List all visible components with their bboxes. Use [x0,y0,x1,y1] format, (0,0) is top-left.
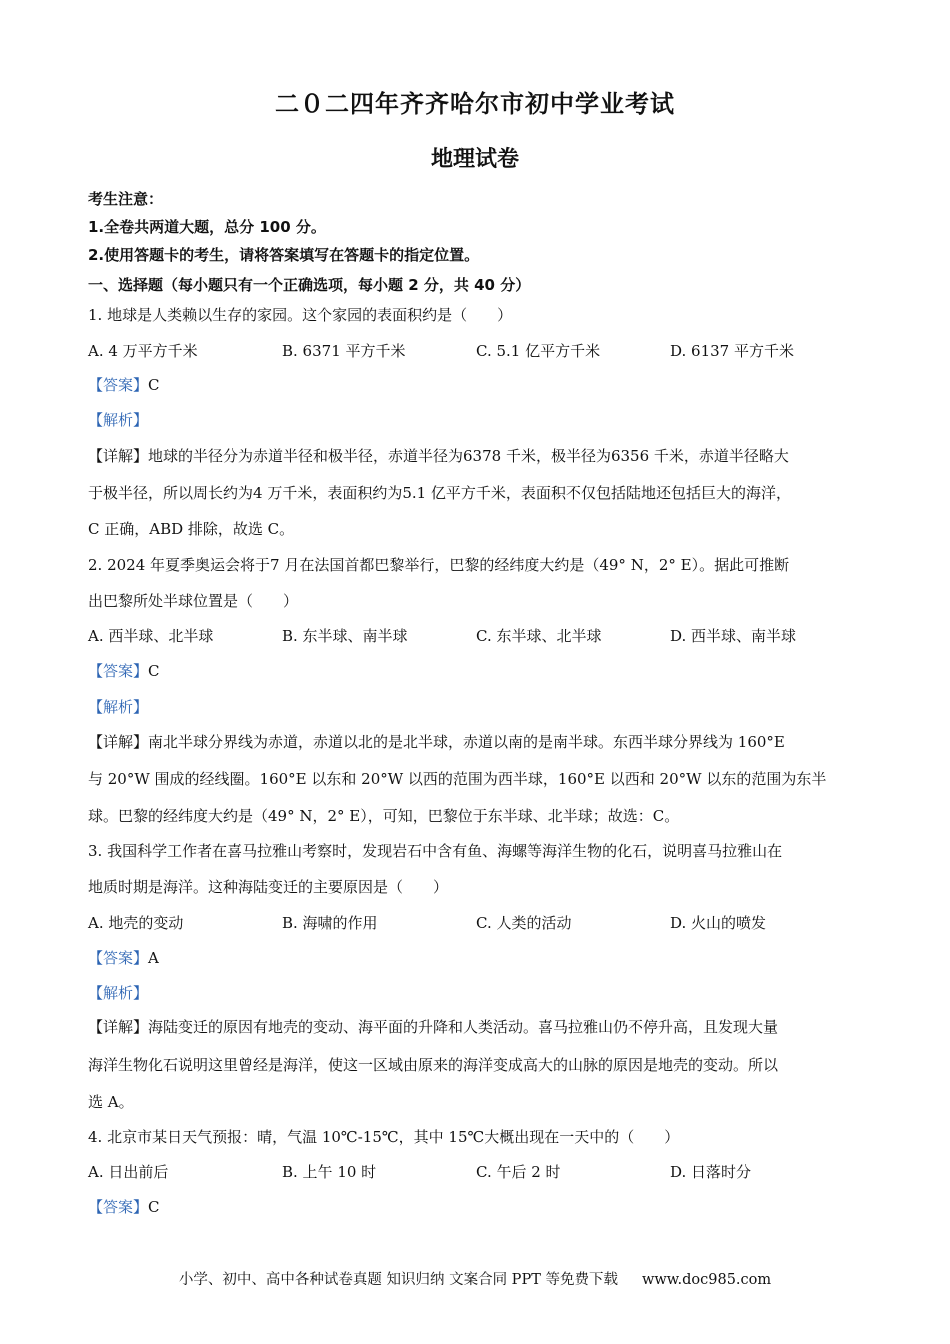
question-4-option-c: C. 午后 2 时 [476,1163,561,1181]
question-4-option-a: A. 日出前后 [88,1163,169,1181]
question-2-answer [88,660,868,681]
question-2-stem: 出巴黎所处半球位置是（ ） [88,592,299,610]
question-4-answer [88,1196,868,1217]
question-3-option-b: B. 海啸的作用 [282,914,378,932]
section-1-heading: 一、选择题（每小题只有一个正确选项，每小题 2 分，共 40 分） [88,276,531,294]
notice-item-2: 2.使用答题卡的考生，请将答案填写在答题卡的指定位置。 [88,246,480,264]
detail-text: 南北半球分界线为赤道，赤道以北的是北半球，赤道以南的是南半球。东西半球分界线为 160°E [148,733,785,751]
question-1-analysis [88,409,868,430]
question-3-detail-line: 海洋生物化石说明这里曾经是海洋，使这一区域由原来的海洋变成高大的山脉的原因是地壳的变动。所以 [88,1056,779,1074]
analysis-tag: 【解析】 [88,698,149,716]
detail-text: 海陆变迁的原因有地壳的变动、海平面的升降和人类活动。喜马拉雅山仍不停升高，且发现大量 [148,1018,779,1036]
answer-tag: 【答案】 [88,1198,149,1216]
question-2-option-d: D. 西半球、南半球 [670,627,797,645]
question-1-answer [88,374,868,395]
question-3-stem: 地质时期是海洋。这种海陆变迁的主要原因是（ ） [88,878,449,896]
question-1-option-c: C. 5.1 亿平方千米 [476,342,601,360]
question-1-stem: 1. 地球是人类赖以生存的家园。这个家园的表面积约是（ ） [88,306,513,324]
question-4-stem: 4. 北京市某日天气预报：晴，气温 10℃-15℃，其中 15℃大概出现在一天中的（ ） [88,1128,680,1146]
question-1-option-d: D. 6137 平方千米 [670,342,794,360]
question-1-detail-line [88,445,868,466]
question-3-option-d: D. 火山的喷发 [670,914,767,932]
detail-text: 地球的半径分为赤道半径和极半径，赤道半径为6378 千米，极半径为6356 千米，赤道半径略大 [148,447,789,465]
question-1-option-b: B. 6371 平方千米 [282,342,406,360]
question-1-option-a: A. 4 万平方千米 [88,342,198,360]
question-3-option-a: A. 地壳的变动 [88,914,184,932]
question-2-detail-line [88,731,868,752]
answer-value: C [148,376,160,394]
question-3-option-c: C. 人类的活动 [476,914,572,932]
answer-value: C [148,662,160,680]
question-3-stem: 3. 我国科学工作者在喜马拉雅山考察时，发现岩石中含有鱼、海螺等海洋生物的化石，说明喜马拉雅山在 [88,842,783,860]
answer-value: A [148,949,159,967]
question-1-detail-line: 于极半径，所以周长约为4 万千米，表面积约为5.1 亿平方千米，表面积不仅包括陆地还包括巨大的海洋， [88,484,791,502]
question-2-analysis [88,696,868,717]
answer-value: C [148,1198,160,1216]
answer-tag: 【答案】 [88,376,149,394]
answer-tag: 【答案】 [88,949,149,967]
question-2-stem: 2. 2024 年夏季奥运会将于7 月在法国首都巴黎举行，巴黎的经纬度大约是（49° N，2° E）。据此可推断 [88,556,790,574]
question-2-detail-line: 与 20°W 围成的经线圈。160°E 以东和 20°W 以西的范围为西半球，160°E 以西和 20°W 以东的范围为东半 [88,770,827,788]
detail-tag: 【详解】 [88,1018,149,1036]
answer-tag: 【答案】 [88,662,149,680]
analysis-tag: 【解析】 [88,411,149,429]
question-1-detail-line: C 正确，ABD 排除，故选 C。 [88,520,295,538]
question-2-detail-line: 球。巴黎的经纬度大约是（49° N，2° E），可知，巴黎位于东半球、北半球；故选：C。 [88,807,680,825]
question-4-option-d: D. 日落时分 [670,1163,752,1181]
footer-link[interactable]: www.doc985.com [641,1272,772,1288]
question-4-option-b: B. 上午 10 时 [282,1163,377,1181]
exam-subtitle: 地理试卷 [430,147,519,172]
analysis-tag: 【解析】 [88,984,149,1002]
question-2-option-c: C. 东半球、北半球 [476,627,602,645]
detail-tag: 【详解】 [88,733,149,751]
notice-item-1: 1.全卷共两道大题，总分 100 分。 [88,218,326,236]
notice-heading: 考生注意： [88,190,164,208]
question-2-option-b: B. 东半球、南半球 [282,627,408,645]
question-3-detail-line: 选 A。 [88,1093,134,1111]
question-3-answer [88,947,868,968]
question-3-detail-line [88,1016,868,1037]
question-2-option-a: A. 西半球、北半球 [88,627,214,645]
exam-title: 二０二四年齐齐哈尔市初中学业考试 [275,90,675,118]
question-3-analysis [88,982,868,1003]
detail-tag: 【详解】 [88,447,149,465]
page-footer [0,1268,950,1289]
footer-text: 小学、初中、高中各种试卷真题 知识归纳 文案合同 PPT 等免费下载 [178,1272,618,1288]
